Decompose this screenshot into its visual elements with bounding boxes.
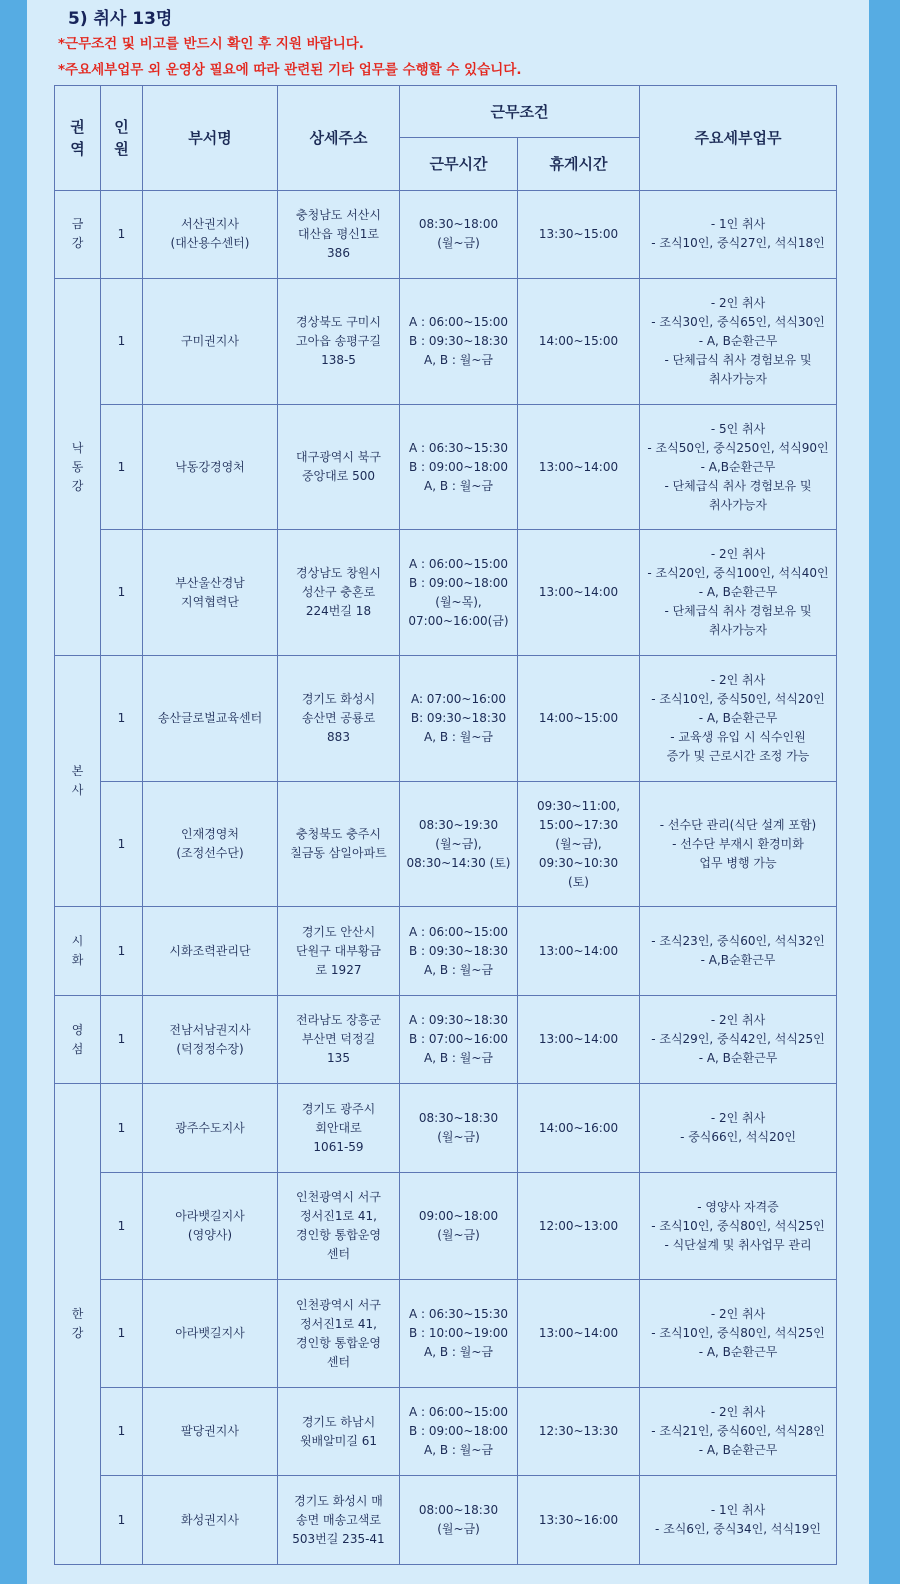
table-row [55,1172,837,1280]
header-conditions: 근무조건 [400,86,640,138]
count-cell: 1 [101,907,143,995]
count-cell: 1 [101,656,143,782]
duty-cell: - 1인 취사 - 조식6인, 중식34인, 석식19인 [640,1476,837,1565]
table-row [55,404,837,530]
work-hours-cell: A : 06:00~15:00 B : 09:30~18:30 A, B : 월~금 [400,907,518,995]
dept-cell: 구미권지사 [143,279,278,405]
header-dept: 부서명 [143,86,278,191]
break-hours-cell: 13:00~14:00 [518,1280,640,1388]
duty-cell: - 2인 취사 - 조식21인, 중식60인, 석식28인 - A, B순환근무 [640,1387,837,1475]
table-row [55,530,837,656]
work-hours-cell: A : 06:30~15:30 B : 09:00~18:00 A, B : 월~금 [400,404,518,530]
work-hours-cell: 08:30~18:00 (월~금) [400,190,518,278]
notice-line-1: *근무조건 및 비고를 반드시 확인 후 지원 바랍니다. [58,36,364,52]
region-nakdong: 낙 동 강 [55,279,101,656]
dept-cell: 부산울산경남 지역협력단 [143,530,278,656]
left-stripe [0,0,27,1584]
duty-cell: - 1인 취사 - 조식10인, 중식27인, 석식18인 [640,190,837,278]
duty-cell: - 선수단 관리(식단 설계 포함) - 선수단 부재시 환경미화 업무 병행 가능 [640,781,837,907]
work-hours-cell: 08:30~19:30 (월~금), 08:30~14:30 (토) [400,781,518,907]
table-row [55,995,837,1083]
dept-cell: 아라뱃길지사 (영양사) [143,1172,278,1280]
dept-cell: 아라뱃길지사 [143,1280,278,1388]
break-hours-cell: 12:30~13:30 [518,1387,640,1475]
address-cell: 충청북도 충주시 칠금동 삼일아파트 [278,781,400,907]
address-cell: 전라남도 장흥군 부산면 덕정길 135 [278,995,400,1083]
table-row [55,1476,837,1565]
break-hours-cell: 13:00~14:00 [518,995,640,1083]
duty-cell: - 5인 취사 - 조식50인, 중식250인, 석식90인 - A,B순환근무 - 단체급식 취사 경험보유 및 취사가능자 [640,404,837,530]
address-cell: 경기도 화성시 송산면 공룡로 883 [278,656,400,782]
address-cell: 경상북도 구미시 고아읍 송평구길 138-5 [278,279,400,405]
notice-line-2: *주요세부업무 외 운영상 필요에 따라 관련된 기타 업무를 수행할 수 있습니다. [58,62,522,78]
break-hours-cell: 14:00~15:00 [518,656,640,782]
dept-cell: 서산권지사 (대산용수센터) [143,190,278,278]
job-table [54,85,837,1565]
table-row [55,907,837,995]
table-row [55,1280,837,1388]
table-row [55,190,837,278]
header-row [55,86,837,138]
header-count: 인 원 [101,86,143,191]
work-hours-cell: 09:00~18:00 (월~금) [400,1172,518,1280]
duty-cell: - 2인 취사 - 조식29인, 중식42인, 석식25인 - A, B순환근무 [640,995,837,1083]
section-title: 5) 취사 13명 [68,9,173,29]
break-hours-cell: 13:30~16:00 [518,1476,640,1565]
region-geumgang: 금 강 [55,190,101,278]
dept-cell: 송산글로벌교육센터 [143,656,278,782]
work-hours-cell: 08:00~18:30 (월~금) [400,1476,518,1565]
break-hours-cell: 14:00~15:00 [518,279,640,405]
work-hours-cell: A : 06:00~15:00 B : 09:00~18:00 (월~목), 07:00~16:00(금) [400,530,518,656]
count-cell: 1 [101,1476,143,1565]
dept-cell: 낙동강경영처 [143,404,278,530]
address-cell: 인천광역시 서구 정서진1로 41, 경인항 통합운영 센터 [278,1280,400,1388]
count-cell: 1 [101,530,143,656]
duty-cell: - 2인 취사 - 조식10인, 중식50인, 석식20인 - A, B순환근무 - 교육생 유입 시 식수인원 증가 및 근로시간 조정 가능 [640,656,837,782]
header-address: 상세주소 [278,86,400,191]
header-break-hours: 휴게시간 [518,138,640,190]
break-hours-cell: 13:30~15:00 [518,190,640,278]
break-hours-cell: 13:00~14:00 [518,907,640,995]
break-hours-cell: 14:00~16:00 [518,1084,640,1172]
work-hours-cell: A : 06:30~15:30 B : 10:00~19:00 A, B : 월~금 [400,1280,518,1388]
address-cell: 경상남도 창원시 성산구 충혼로 224번길 18 [278,530,400,656]
duty-cell: - 영양사 자격증 - 조식10인, 중식80인, 석식25인 - 식단설계 및 취사업무 관리 [640,1172,837,1280]
count-cell: 1 [101,1172,143,1280]
break-hours-cell: 13:00~14:00 [518,530,640,656]
duty-cell: - 조식23인, 중식60인, 석식32인 - A,B순환근무 [640,907,837,995]
duty-cell: - 2인 취사 - 조식30인, 중식65인, 석식30인 - A, B순환근무 - 단체급식 취사 경험보유 및 취사가능자 [640,279,837,405]
dept-cell: 시화조력관리단 [143,907,278,995]
address-cell: 경기도 하남시 윗배알미길 61 [278,1387,400,1475]
dept-cell: 광주수도지사 [143,1084,278,1172]
work-hours-cell: A : 06:00~15:00 B : 09:00~18:00 A, B : 월~금 [400,1387,518,1475]
work-hours-cell: 08:30~18:30 (월~금) [400,1084,518,1172]
address-cell: 경기도 화성시 매 송면 매송고색로 503번길 235-41 [278,1476,400,1565]
count-cell: 1 [101,404,143,530]
dept-cell: 화성권지사 [143,1476,278,1565]
table-row [55,1084,837,1172]
count-cell: 1 [101,1280,143,1388]
duty-cell: - 2인 취사 - 조식20인, 중식100인, 석식40인 - A, B순환근무 - 단체급식 취사 경험보유 및 취사가능자 [640,530,837,656]
dept-cell: 팔당권지사 [143,1387,278,1475]
count-cell: 1 [101,995,143,1083]
region-hangang: 한 강 [55,1084,101,1565]
address-cell: 대구광역시 북구 중앙대로 500 [278,404,400,530]
work-hours-cell: A : 09:30~18:30 B : 07:00~16:00 A, B : 월~금 [400,995,518,1083]
table-row [55,781,837,907]
break-hours-cell: 09:30~11:00, 15:00~17:30 (월~금), 09:30~10:30 (토) [518,781,640,907]
dept-cell: 전남서남권지사 (덕정정수장) [143,995,278,1083]
count-cell: 1 [101,1084,143,1172]
header-region: 권 역 [55,86,101,191]
region-sihwa: 시 화 [55,907,101,995]
dept-cell: 인재경영처 (조정선수단) [143,781,278,907]
count-cell: 1 [101,279,143,405]
header-duties: 주요세부업무 [640,86,837,191]
header-work-hours: 근무시간 [400,138,518,190]
table-row [55,1387,837,1475]
work-hours-cell: A : 06:00~15:00 B : 09:30~18:30 A, B : 월~금 [400,279,518,405]
table-row [55,656,837,782]
duty-cell: - 2인 취사 - 조식10인, 중식80인, 석식25인 - A, B순환근무 [640,1280,837,1388]
count-cell: 1 [101,190,143,278]
address-cell: 인천광역시 서구 정서진1로 41, 경인항 통합운영 센터 [278,1172,400,1280]
region-bonsa: 본 사 [55,656,101,907]
break-hours-cell: 12:00~13:00 [518,1172,640,1280]
break-hours-cell: 13:00~14:00 [518,404,640,530]
duty-cell: - 2인 취사 - 중식66인, 석식20인 [640,1084,837,1172]
address-cell: 충청남도 서산시 대산읍 평신1로 386 [278,190,400,278]
address-cell: 경기도 안산시 단원구 대부황금 로 1927 [278,907,400,995]
table-row [55,279,837,405]
right-stripe [869,0,900,1584]
count-cell: 1 [101,781,143,907]
address-cell: 경기도 광주시 회안대로 1061-59 [278,1084,400,1172]
count-cell: 1 [101,1387,143,1475]
work-hours-cell: A: 07:00~16:00 B: 09:30~18:30 A, B : 월~금 [400,656,518,782]
region-yeongseom: 영 섬 [55,995,101,1083]
